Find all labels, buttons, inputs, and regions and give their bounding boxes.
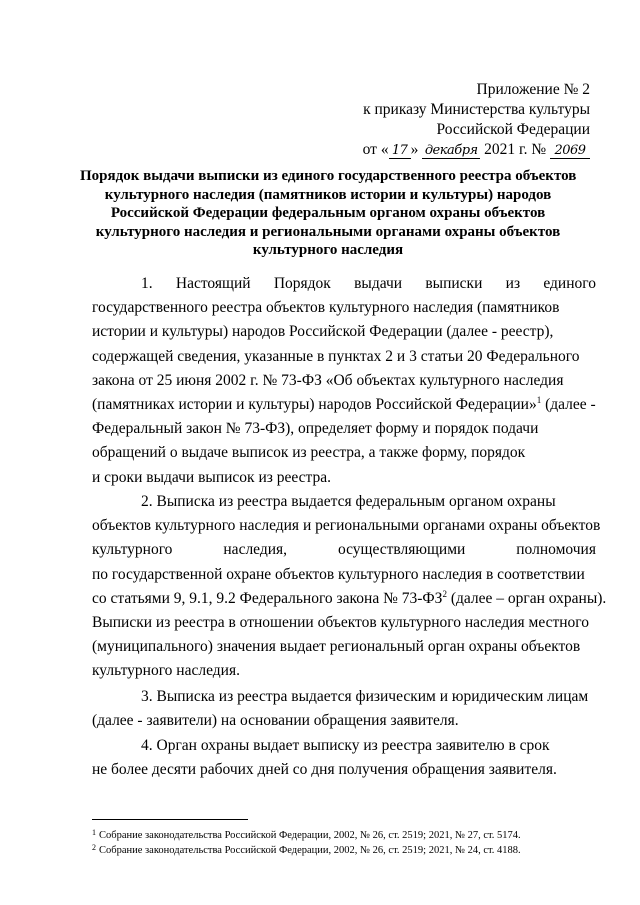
footnote-ref-1[interactable]: 1: [536, 394, 542, 405]
date-day: 17: [389, 143, 411, 159]
paragraph-line: Выписки из реестра в отношении объектов культурного наследия местного: [92, 613, 590, 631]
title-line: культурного наследия (памятников истории и культуры) народов: [104, 186, 552, 203]
footnote-text: Собрание законодательства Российской Федерации, 2002, № 26, ст. 2519; 2021, № 27, ст. 5174.: [99, 830, 521, 841]
paragraph-line: содержащей сведения, указанные в пунктах 2 и 3 статьи 20 Федерального: [92, 347, 580, 365]
word: Порядок: [273, 275, 331, 292]
word: культурного: [92, 541, 173, 559]
paragraph-line: Федеральный закон № 73-ФЗ), определяет форму и порядок подачи: [92, 420, 539, 438]
word: единого: [543, 275, 596, 292]
paragraph-line: [92, 587, 607, 611]
paragraph-line: 3. Выписка из реестра выдается физическим и юридическим лицам: [141, 688, 589, 705]
title-line: культурного наследия: [252, 242, 404, 258]
footnote-1: [92, 826, 521, 842]
footnote-separator: [92, 819, 248, 820]
date-prefix: от «: [362, 141, 389, 158]
footnote-number: 2: [92, 843, 96, 852]
word: наследия,: [223, 541, 288, 559]
line-text: (далее -: [541, 395, 596, 413]
word: Настоящий: [175, 275, 251, 292]
document-title: [80, 167, 576, 260]
word: из: [505, 275, 521, 292]
paragraph-4: [92, 734, 596, 782]
paragraph-line: (муниципального) значения выдает региональный орган охраны объектов: [92, 638, 581, 656]
order-number: 2069: [550, 143, 590, 159]
paragraph-line: [92, 538, 596, 562]
footnote-2: [92, 841, 521, 857]
line-text: (памятниках истории и культуры) народов Российской Федерации»: [92, 395, 537, 413]
paragraph-line: [92, 393, 596, 417]
word: осуществляющими: [338, 541, 466, 559]
paragraph-line: истории и культуры) народов Российской Федерации (далее - реестр),: [92, 323, 554, 341]
title-line: Российской Федерации федеральным органом охраны объектов: [110, 205, 546, 221]
paragraph-line: 2. Выписка из реестра выдается федеральным органом охраны: [141, 493, 556, 510]
word: выписки: [425, 275, 483, 292]
paragraph-line: объектов культурного наследия и региональными органами охраны объектов: [92, 517, 601, 535]
title-line: культурного наследия и региональными органами охраны объектов: [95, 223, 561, 240]
footnote-number: 1: [92, 828, 96, 837]
word: 1.: [141, 275, 153, 292]
date-month: декабря: [422, 143, 480, 159]
paragraph-line: государственного реестра объектов культурного наследия (памятников: [92, 299, 560, 317]
paragraph-line: (далее - заявители) на основании обращения заявителя.: [92, 712, 459, 730]
appendix-number: Приложение № 2: [476, 81, 590, 98]
date-year: 2021 г. №: [480, 141, 547, 158]
paragraph-line: обращений о выдаче выписок из реестра, а также форму, порядок: [92, 444, 526, 462]
paragraph-3: [92, 685, 596, 733]
paragraph-1: [92, 272, 596, 490]
appendix-header: [340, 80, 590, 160]
appendix-date-line: [340, 140, 590, 160]
word: полномочия: [516, 541, 596, 559]
appendix-federation: Российской Федерации: [436, 121, 590, 138]
title-line: Порядок выдачи выписки из единого государственного реестра объектов: [80, 168, 577, 184]
footnote-ref-2[interactable]: 2: [442, 588, 447, 599]
word: выдачи: [354, 275, 403, 292]
paragraph-line: культурного наследия.: [92, 662, 240, 680]
appendix-order-ref: к приказу Министерства культуры: [363, 101, 590, 118]
paragraph-line: 4. Орган охраны выдает выписку из реестра заявителю в срок: [141, 737, 550, 754]
date-quote: »: [410, 141, 423, 158]
line-text: со статьями 9, 9.1, 9.2 Федерального закона № 73-ФЗ: [92, 589, 443, 607]
paragraph-line: по государственной охране объектов культурного наследия в соответствии: [92, 565, 585, 583]
paragraph-line: закона от 25 июня 2002 г. № 73-ФЗ «Об объектах культурного наследия: [92, 371, 564, 389]
paragraph-2: [92, 490, 607, 684]
paragraph-line: [92, 272, 596, 296]
paragraph-line: и сроки выдачи выписок из реестра.: [92, 468, 331, 486]
footnote-text: Собрание законодательства Российской Федерации, 2002, № 26, ст. 2519; 2021, № 24, ст. 4188.: [99, 845, 521, 856]
line-text: (далее – орган охраны).: [446, 589, 607, 607]
paragraph-line: не более десяти рабочих дней со дня получения обращения заявителя.: [92, 761, 557, 779]
